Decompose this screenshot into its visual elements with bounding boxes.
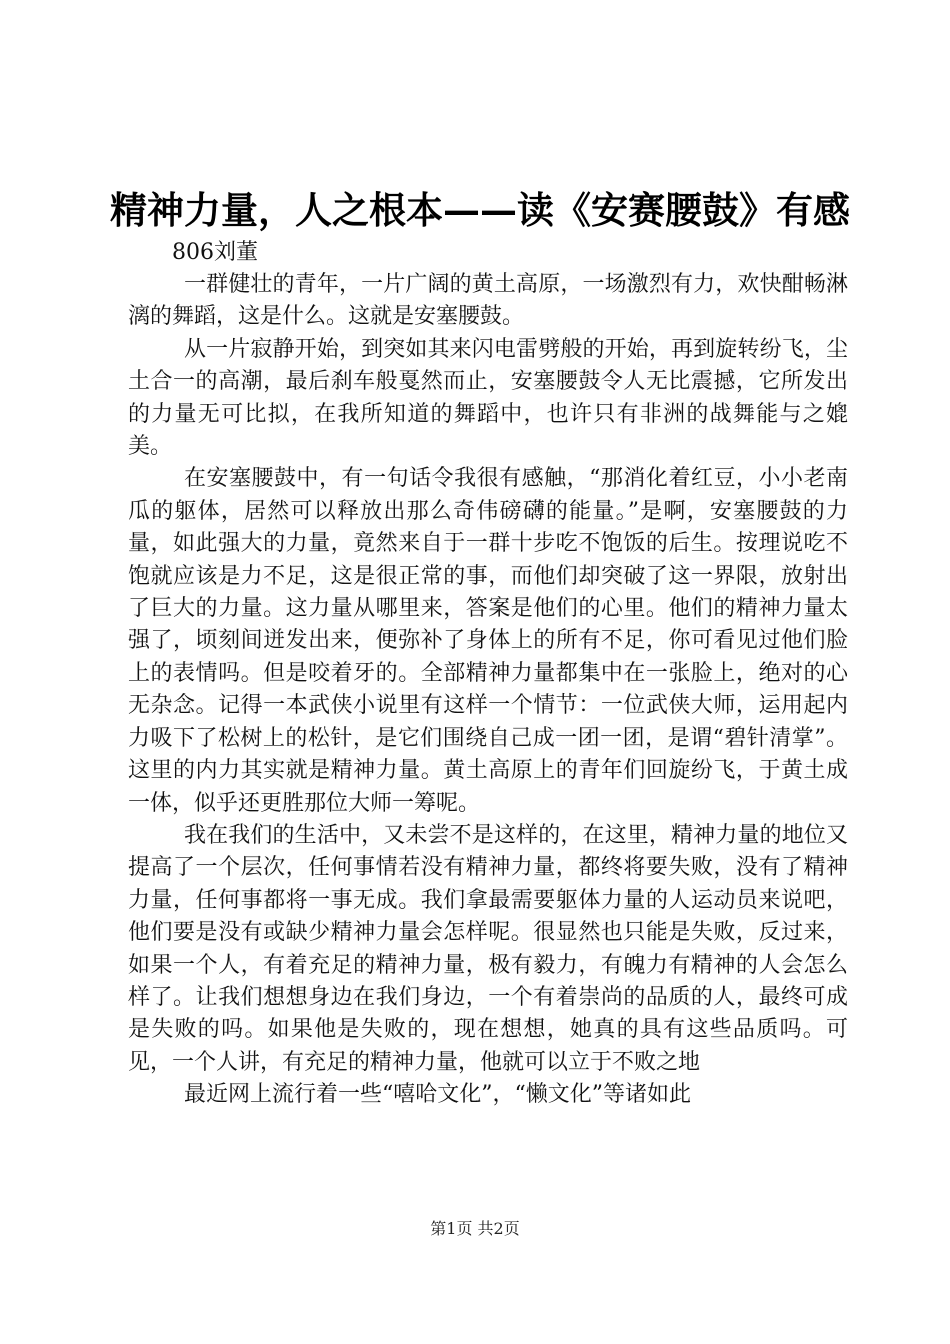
document-title: 精神力量，人之根本——读《安赛腰鼓》有感: [110, 188, 850, 232]
paragraph-1: 一群健壮的青年，一片广阔的黄土高原，一场激烈有力，欢快酣畅淋漓的舞蹈，这是什么。这就是安塞腰鼓。: [128, 272, 848, 330]
author-line: 806刘董: [172, 240, 258, 265]
paragraph-5: 最近网上流行着一些“嘻哈文化”，“懒文化”等诸如此: [184, 1082, 691, 1108]
document-body: [128, 237, 848, 1112]
paragraph-3: 在安塞腰鼓中，有一句话令我很有感触，“那消化着红豆，小小老南瓜的躯体，居然可以释放出那么奇伟磅礴的能量。”是啊，安塞腰鼓的力量，如此强大的力量，竟然来自于一群十步吃不饱饭的后生。按理说吃不饱就应该是力不足，这是很正常的事，而他们却突破了这一界限，放射出了巨大的力量。这力量从哪里来，答案是他们的心里。他们的精神力量太强了，顷刻间迸发出来，便弥补了身体上的所有不足，你可看见过他们脸上的表情吗。但是咬着牙的。全部精神力量都集中在一张脸上，绝对的心无杂念。记得一本武侠小说里有这样一个情节：一位武侠大师，运用起内力吸下了松树上的松针，是它们围绕自己成一团一团，是谓“碧针清掌”。这里的内力其实就是精神力量。黄土高原上的青年们回旋纷飞，于黄土成一体，似乎还更胜那位大师一筹呢。: [128, 466, 848, 816]
paragraph-2: 从一片寂静开始，到突如其来闪电雷劈般的开始，再到旋转纷飞，尘土合一的高潮，最后刹车般戛然而止，安塞腰鼓令人无比震撼，它所发出的力量无可比拟，在我所知道的舞蹈中，也许只有非洲的战舞能与之媲美。: [128, 336, 848, 460]
page-number-footer: 第1页 共2页: [430, 1219, 520, 1238]
paragraph-4: 我在我们的生活中，又未尝不是这样的，在这里，精神力量的地位又提高了一个层次，任何事情若没有精神力量，都终将要失败，没有了精神力量，任何事都将一事无成。我们拿最需要躯体力量的人运动员来说吧，他们要是没有或缺少精神力量会怎样呢。很显然也只能是失败，反过来，如果一个人，有着充足的精神力量，极有毅力，有魄力有精神的人会怎么样了。让我们想想身边在我们身边，一个有着崇尚的品质的人，最终可成是失败的吗。如果他是失败的，现在想想，她真的具有这些品质吗。可见，一个人讲，有充足的精神力量，他就可以立于不败之地: [128, 822, 848, 1075]
